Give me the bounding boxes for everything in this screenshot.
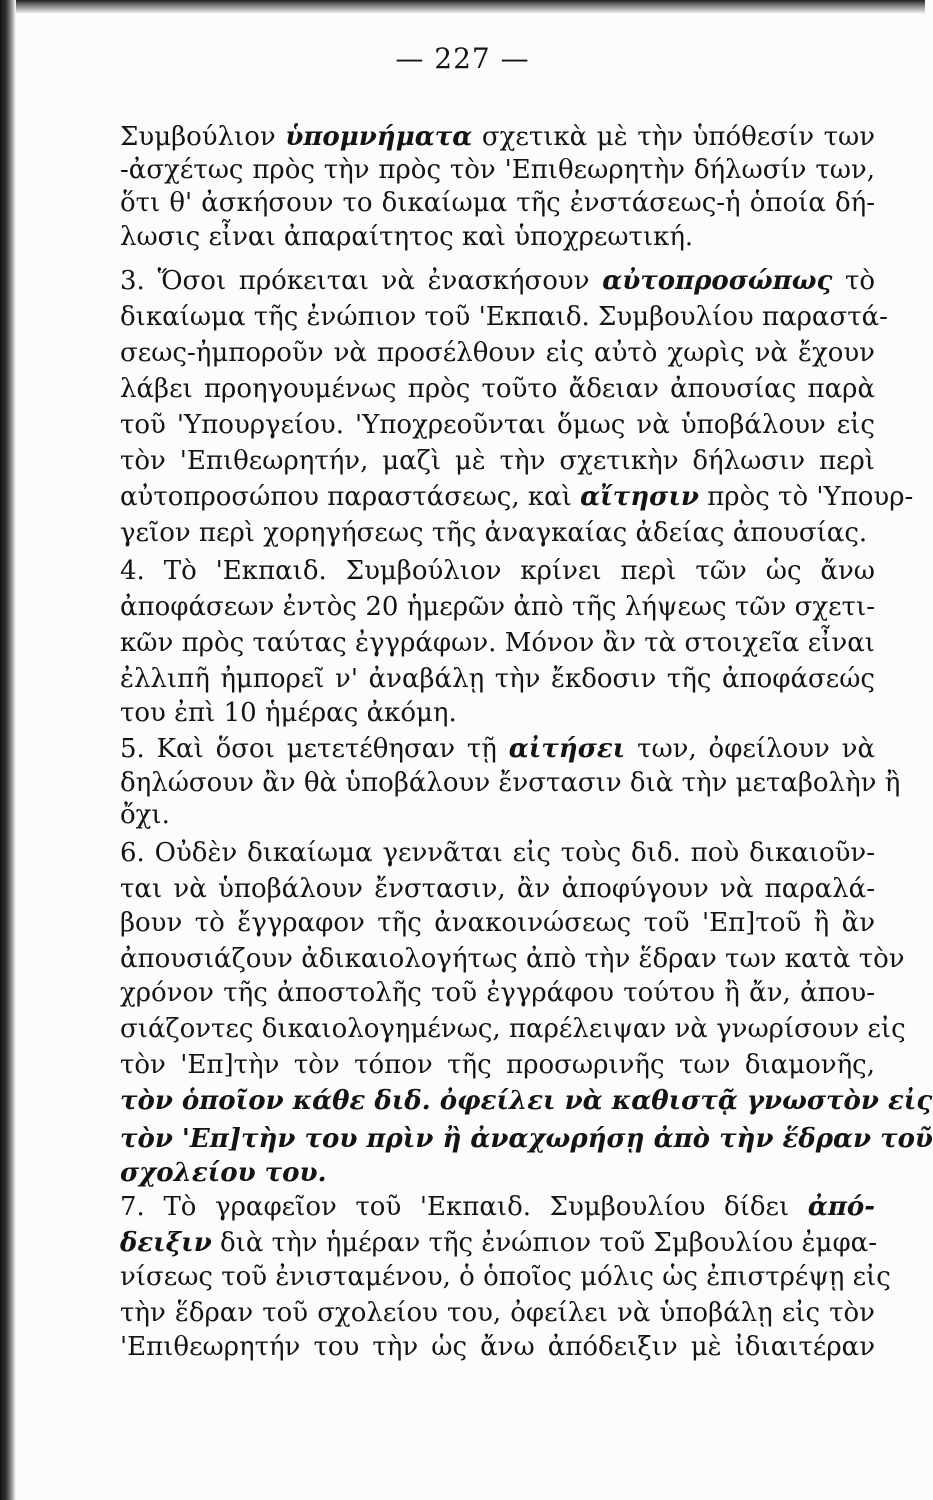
- text-line: [120, 1332, 875, 1362]
- text-line: [120, 908, 875, 938]
- text-segment: σχετικὰ μὲ τὴν ὑπόθεσίν των: [472, 122, 875, 152]
- page-edge-shadow: [0, 0, 16, 1500]
- text-line: [120, 1298, 875, 1328]
- text-line: [120, 978, 875, 1008]
- text-line: [120, 1228, 875, 1258]
- text-segment: 7. Τὸ γραφεῖον τοῦ 'Εκπαιδ. Συμβουλίου δίδει: [120, 1192, 808, 1222]
- text-segment: αὐτοπροσώπου παραστάσεως, καὶ: [120, 482, 581, 512]
- text-segment: ἀπουσιάζουν ἀδικαιολογήτως ἀπὸ τὴν ἕδραν των κατὰ τὸν: [120, 944, 905, 974]
- text-segment: του ἐπὶ 10 ἡμέρας ἀκόμη.: [120, 698, 457, 728]
- text-segment: δηλώσουν ἂν θὰ ὑποβάλουν ἔνστασιν διὰ τὴν μεταβολὴν ἢ: [120, 768, 901, 798]
- text-segment: ἀποφάσεων ἐντὸς 20 ἡμερῶν ἀπὸ τῆς λήψεως τῶν σχετι-: [120, 592, 875, 622]
- text-line: [120, 1086, 933, 1116]
- text-line: [120, 1158, 875, 1188]
- text-segment: ἐλλιπῆ ἠμπορεῖ ν' ἀναβάλῃ τὴν ἔκδοσιν τῆς ἀποφάσεώς: [120, 664, 875, 694]
- text-segment: ται νὰ ὑποβάλουν ἔνστασιν, ἂν ἀποφύγουν νὰ παραλά-: [120, 874, 875, 904]
- text-line: [120, 1014, 906, 1044]
- text-line: [120, 222, 875, 252]
- text-line: [120, 556, 875, 586]
- text-line: [120, 800, 875, 830]
- text-segment: πρὸς τὸ 'Υπουρ-: [698, 482, 914, 512]
- emphasized-text: σχολείου του.: [120, 1158, 327, 1188]
- text-line: [120, 592, 875, 622]
- text-segment: διὰ τὴν ἡμέραν τῆς ἐνώπιον τοῦ Σμβουλίου ἐμφα-: [211, 1228, 877, 1258]
- text-segment: τοῦ 'Υπουργείου. 'Υποχρεοῦνται ὅμως νὰ ὑποβάλουν εἰς: [120, 410, 875, 440]
- text-line: [120, 734, 875, 764]
- text-line: [120, 838, 875, 868]
- text-segment: δικαίωμα τῆς ἐνώπιον τοῦ 'Εκπαιδ. Συμβουλίου παραστά-: [120, 302, 888, 332]
- text-segment: χρόνον τῆς ἀποστολῆς τοῦ ἐγγράφου τούτου ἢ ἄν, ἀπου-: [120, 978, 875, 1008]
- text-line: [120, 266, 875, 296]
- text-segment: 4. Τὸ 'Εκπαιδ. Συμβούλιον κρίνει περὶ τῶν ὡς ἄνω: [120, 556, 875, 586]
- text-segment: 'Επιθεωρητήν του τὴν ὡς ἄνω ἀπόδειξιν μὲ ἰδιαιτέραν: [120, 1332, 875, 1362]
- text-segment: 5. Καὶ ὅσοι μετετέθησαν τῇ: [120, 734, 509, 764]
- text-segment: ὅτι θ' ἀσκήσουν το δικαίωμα τῆς ἐνστάσεως-ἡ ὁποία δή-: [120, 188, 875, 218]
- text-line: [120, 768, 901, 798]
- page-number: — 227 —: [395, 42, 530, 75]
- page-top-shadow: [16, 0, 925, 14]
- text-segment: βουν τὸ ἔγγραφον τῆς ἀνακοινώσεως τοῦ 'Επ]τοῦ ἢ ἂν: [120, 908, 875, 938]
- text-line: [120, 155, 875, 185]
- text-line: [120, 664, 875, 694]
- emphasized-text: αἰτήσει: [508, 734, 626, 764]
- text-line: [120, 446, 875, 476]
- text-segment: λάβει προηγουμένως πρὸς τοῦτο ἄδειαν ἀπουσίας παρὰ: [120, 374, 875, 404]
- text-segment: Συμβούλιον: [120, 122, 286, 152]
- emphasized-text: δειξιν: [120, 1228, 212, 1258]
- text-segment: νίσεως τοῦ ἐνισταμένου, ὁ ὁποῖος μόλις ὡς ἐπιστρέψῃ εἰς: [120, 1262, 891, 1292]
- text-line: [120, 1124, 933, 1154]
- emphasized-text: τὸν ὁποῖον κάθε διδ. ὀφείλει νὰ καθιστᾷ γνωστὸν εἰς: [120, 1086, 933, 1116]
- text-segment: τὸν 'Επ]τὴν τὸν τόπον τῆς προσωρινῆς των διαμονῆς,: [120, 1050, 875, 1080]
- text-line: [120, 338, 875, 368]
- text-line: [120, 1050, 875, 1080]
- text-segment: κῶν πρὸς ταύτας ἐγγράφων. Μόνον ἂν τὰ στοιχεῖα εἶναι: [120, 628, 875, 658]
- emphasized-text: τὸν 'Επ]τὴν του πρὶν ἢ ἀναχωρήσῃ ἀπὸ τὴν ἕδραν τοῦ: [120, 1124, 933, 1154]
- text-line: [120, 1262, 891, 1292]
- emphasized-text: ὑπομνήματα: [285, 122, 473, 152]
- text-segment: τὸ: [832, 266, 875, 296]
- text-line: [120, 122, 875, 152]
- text-segment: 3. Ὅσοι πρόκειται νὰ ἐνασκήσουν: [120, 266, 603, 296]
- text-line: [120, 410, 875, 440]
- emphasized-text: αἴτησιν: [580, 482, 699, 512]
- text-segment: των, ὀφείλουν νὰ: [625, 734, 876, 764]
- text-segment: λωσις εἶναι ἀπαραίτητος καὶ ὑποχρεωτική.: [120, 222, 694, 252]
- text-segment: ὄχι.: [120, 800, 170, 830]
- text-line: [120, 482, 914, 512]
- emphasized-text: αὐτοπροσώπως: [602, 266, 833, 296]
- text-segment: -ἀσχέτως πρὸς τὴν πρὸς τὸν 'Επιθεωρητὴν δήλωσίν των,: [120, 155, 875, 185]
- text-line: [120, 628, 875, 658]
- text-line: [120, 374, 875, 404]
- text-segment: σιάζοντες δικαιολογημένως, παρέλειψαν νὰ γνωρίσουν εἰς: [120, 1014, 906, 1044]
- text-line: [120, 302, 888, 332]
- text-line: [120, 188, 875, 218]
- text-line: [120, 698, 875, 728]
- text-segment: σεως-ἠμποροῦν νὰ προσέλθουν εἰς αὐτὸ χωρὶς νὰ ἔχουν: [120, 338, 875, 368]
- text-segment: γεῖον περὶ χορηγήσεως τῆς ἀναγκαίας ἀδείας ἀπουσίας.: [120, 518, 868, 548]
- text-segment: τὸν 'Επιθεωρητήν, μαζὶ μὲ τὴν σχετικὴν δήλωσιν περὶ: [120, 446, 875, 476]
- text-line: [120, 944, 905, 974]
- text-line: [120, 874, 875, 904]
- text-line: [120, 518, 875, 548]
- text-line: [120, 1192, 875, 1222]
- text-segment: 6. Οὐδὲν δικαίωμα γεννᾶται εἰς τοὺς διδ. ποὺ δικαιοῦν-: [120, 838, 875, 868]
- text-segment: τὴν ἕδραν τοῦ σχολείου του, ὀφείλει νὰ ὑποβάλῃ εἰς τὸν: [120, 1298, 875, 1328]
- emphasized-text: ἀπό-: [807, 1192, 875, 1222]
